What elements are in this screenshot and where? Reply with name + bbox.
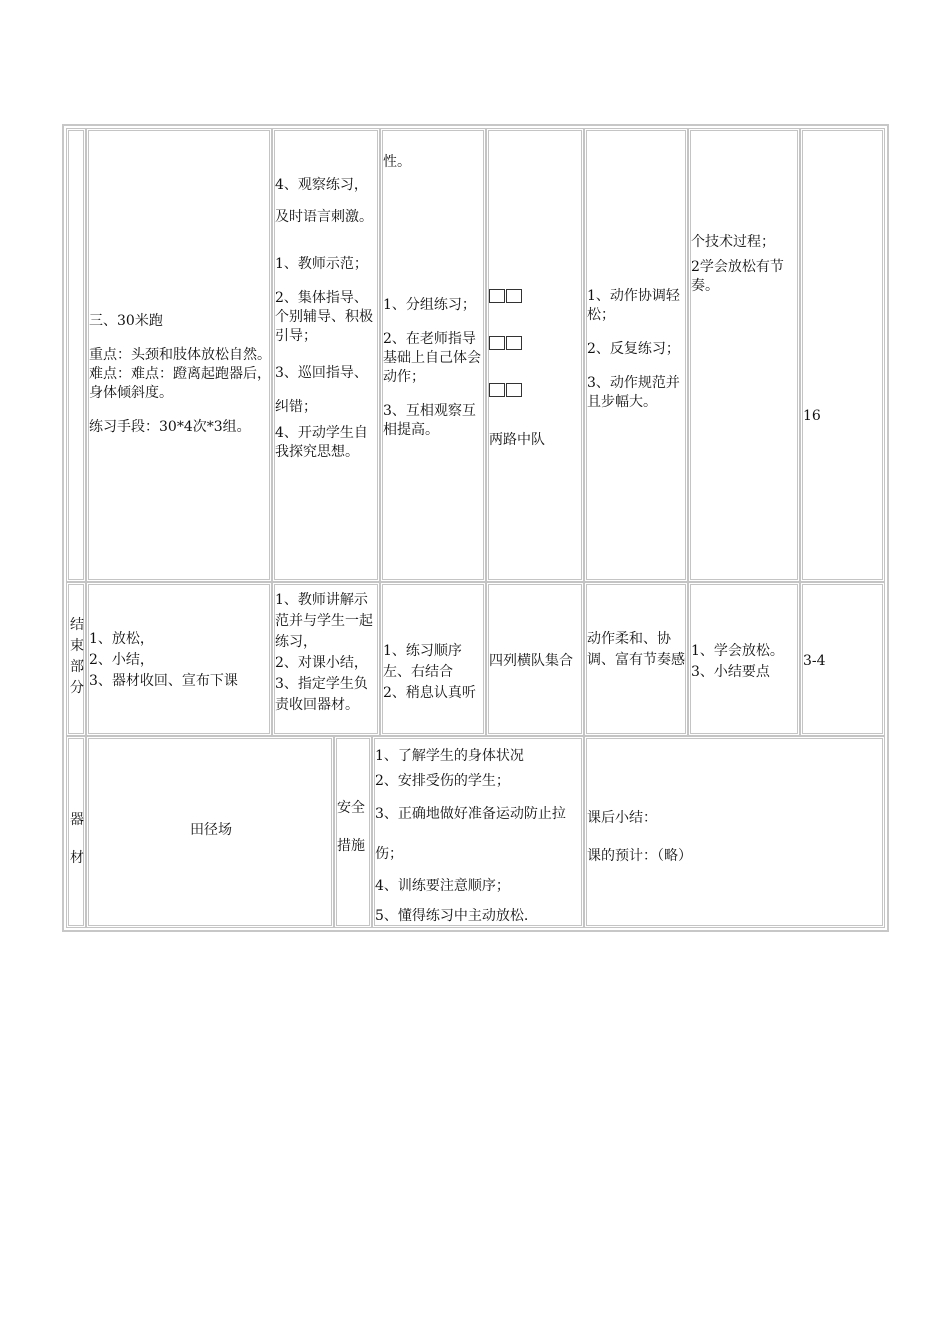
equipment-value: 田径场 [190,822,232,838]
row1-organization-text: 两路中队 [489,432,545,448]
row1-requirement-1: 1、动作协调轻松； [587,288,680,323]
row1-teacher-item-1: 4、观察练习，及时语言刺激。 [275,177,373,225]
row1-requirement-3: 3、动作规范并且步幅大。 [587,375,680,410]
row2-teacher-cell [272,582,380,736]
row1-goal-2: 2学会放松有节奏。 [691,259,784,294]
lesson-plan-table [62,124,889,932]
row2-content-item-1: 1、放松， [89,631,154,647]
row2-section-label: 结束部分 [70,617,84,696]
summary-label: 课后小结： [587,810,657,826]
row2-student-item-1: 1、练习顺序左、右结合 [383,643,462,680]
row1-section-cell [66,128,86,582]
safety-item-2: 2、安排受伤的学生； [375,773,510,789]
row2-goal-1: 1、学会放松。 [691,643,784,659]
forecast-text: 课的预计：（略） [587,848,692,864]
row1-teacher-item-3: 2、集体指导、个别辅导、积极引导； [275,290,373,344]
row1-student-item-1: 1、分组练习； [383,297,476,313]
row1-requirements-cell [584,128,688,582]
row2-teacher-item-2: 2、对课小结， [275,655,368,671]
row2-section-cell [66,582,86,736]
row2-goals-cell [688,582,800,736]
row3-equipment-value-cell [86,736,334,928]
row2-requirements-text: 动作柔和、协调、富有节奏感 [587,631,685,668]
safety-item-3: 3、正确地做好准备运动防止拉伤； [375,806,566,862]
row1-student-top: 性。 [383,154,411,170]
row1-teacher-item-5: 4、开动学生自我探究思想。 [275,425,368,460]
row1-goals-cell [688,128,800,582]
missing-glyph-icon [489,332,523,348]
row2-goal-2: 3、小结要点 [691,664,770,680]
row3-safety-items-cell [372,736,584,928]
row3-safety-label-cell [334,736,372,928]
row2-teacher-item-3: 3、指定学生负责收回器材。 [275,676,368,713]
row2-time-cell [800,582,885,736]
row1-student-item-3: 3、互相观察互相提高。 [383,403,476,438]
row1-content-title: 三、30米跑 [89,313,163,329]
row1-teacher-cell [272,128,380,582]
row1-content-method: 练习手段：30*4次*3组。 [89,419,251,435]
row2-content-item-2: 2、小结， [89,652,154,668]
row2-organization-text: 四列横队集合 [489,653,573,669]
row1-student-cell [380,128,486,582]
row1-teacher-item-2: 1、教师示范； [275,256,368,272]
equipment-label: 器材 [70,812,84,866]
row3-equipment-label-cell [66,736,86,928]
row2-teacher-item-1: 1、教师讲解示范并与学生一起练习， [275,592,373,650]
row2-time: 3-4 [803,653,826,669]
row1-time-cell [800,128,885,582]
safety-label: 安全措施 [337,800,365,854]
safety-item-5: 5、懂得练习中主动放松. [375,908,529,924]
row2-student-item-2: 2、稍息认真听 [383,685,476,701]
row1-organization-cell [486,128,584,582]
row1-goal-1: 个技术过程； [691,234,775,250]
safety-item-4: 4、训练要注意顺序； [375,878,510,894]
row1-requirement-2: 2、反复练习； [587,341,680,357]
missing-glyph-icon [489,285,523,301]
missing-glyph-icon [489,379,523,395]
row1-teacher-item-4: 3、巡回指导、纠错； [275,365,368,415]
row1-student-item-2: 2、在老师指导基础上自己体会动作； [383,331,481,385]
row2-content-item-3: 3、器材收回、宣布下课 [89,673,238,689]
row2-organization-cell [486,582,584,736]
row1-content-focus: 重点：头颈和肢体放松自然。难点：难点：蹬离起跑器后，身体倾斜度。 [89,347,271,401]
row3-summary-cell [584,736,885,928]
row1-content-cell [86,128,272,582]
row2-requirements-cell [584,582,688,736]
row2-student-cell [380,582,486,736]
row2-content-cell [86,582,272,736]
safety-item-1: 1、了解学生的身体状况 [375,748,524,764]
row1-time: 16 [803,408,821,424]
